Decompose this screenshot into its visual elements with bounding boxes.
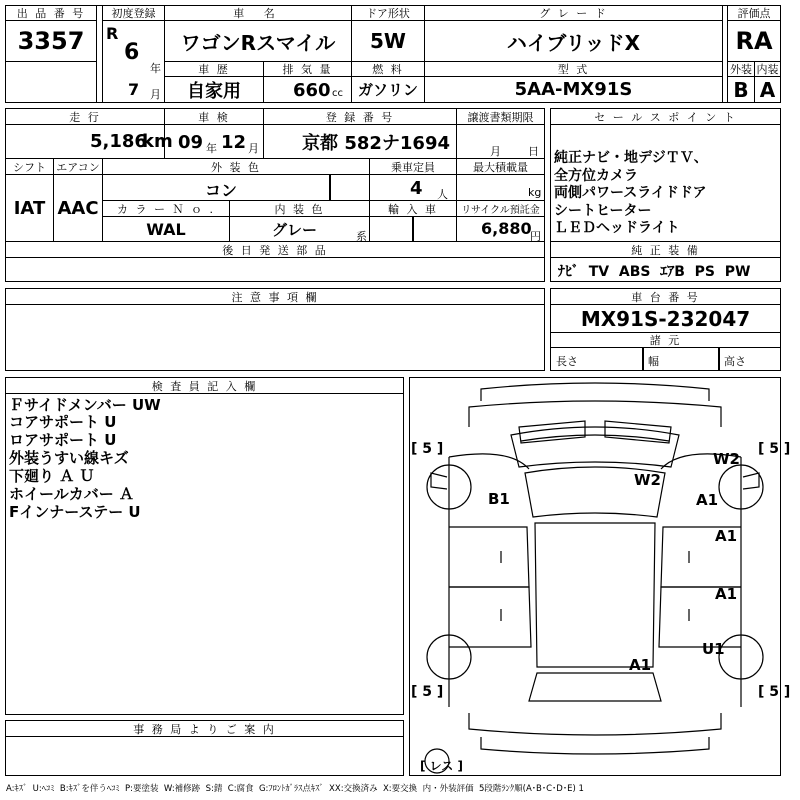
specs-divider-2 [718,347,720,371]
sales-line: 純正ナビ・地デジＴＶ、 [554,150,708,166]
equipment-label: 純 正 装 備 [550,241,781,258]
sales-line: 全方位カメラ [554,168,638,184]
reg-year-unit: 年 [150,62,161,75]
ac: AAC [53,174,103,242]
exterior-grade: B [727,76,755,103]
sales-line: 両側パワースライドドア [554,185,707,201]
lot-number-label: 出 品 番 号 [5,5,97,21]
load-label: 最大積載量 [456,158,545,175]
height-label: 高さ [724,355,746,368]
score: RA [727,20,781,62]
fuel: ガソリン [351,76,425,103]
inspector-line: 下廻り Ａ Ｕ [9,467,95,485]
displacement: 660 [293,80,331,101]
width-label: 幅 [648,355,659,368]
interior-grade: A [754,76,781,103]
fuel-label: 燃 料 [351,61,425,77]
reg-year: 6 [124,40,140,65]
recycle-label: リサイクル預託金 [456,200,545,217]
ac-label: エアコン [53,158,103,175]
era: R [106,24,119,43]
damage-mark: A1 [629,656,652,674]
chassis-number: MX91S-232047 [550,304,781,333]
later-parts-label: 後 日 発 送 部 品 [5,241,545,258]
lot-number: 3357 [5,20,97,62]
color-no: WAL [102,216,230,242]
inspection-label: 車 検 [164,108,264,125]
model-label: 型 式 [424,61,723,77]
mileage-unit: km [142,131,173,152]
grade-label: グ レ ー ド [424,5,723,21]
tire-front-left: [ 5 ] [411,441,444,457]
int-color-unit: 系 [356,230,367,243]
tire-rear-left: [ 5 ] [411,684,444,700]
notes-label: 注 意 事 項 欄 [5,288,545,305]
int-color-label: 内 装 色 [229,200,370,217]
later-parts-box [5,257,545,282]
chassis-label: 車 台 番 号 [550,288,781,305]
damage-mark: A1 [715,585,738,603]
recycle-unit: 円 [530,230,541,243]
transfer-label: 譲渡書類期限 [456,108,545,125]
office-box [5,736,404,776]
door-type: 5W [351,20,425,62]
lot-number-blank [5,61,97,103]
tire-front-right: [ 5 ] [758,441,791,457]
damage-mark: A1 [715,527,738,545]
shift-label: シフト [5,158,54,175]
inspection-year: 09 [178,132,204,153]
specs-box [550,347,781,371]
office-label: 事 務 局 よ り ご 案 内 [5,720,404,737]
inspector-line: 外装うすい線キズ [9,449,129,467]
grade: ハイブリッドX [424,20,723,62]
car-name: ワゴンRスマイル [164,20,352,62]
sales-label: セ ー ル ス ポ イ ン ト [550,108,781,125]
color-no-label: カ ラ ー Ｎ ｏ . [102,200,230,217]
first-reg-label: 初度登録 [102,5,165,21]
reg-month: 7 [128,80,140,99]
exterior-label: 外装 [727,61,755,77]
sales-line: ＬＥＤヘッドライト [554,220,680,236]
car-name-label: 車 名 [164,5,352,21]
notes-box [5,304,545,371]
specs-divider-1 [642,347,644,371]
interior-label: 内装 [754,61,781,77]
import-label: 輸 入 車 [369,200,457,217]
history-label: 車 歴 [164,61,264,77]
damage-mark: W2 [634,471,661,489]
mileage: 5,186 [90,131,147,152]
damage-mark: A1 [696,491,719,509]
inspector-line: ロアサポート U [9,431,117,449]
displacement-unit: cc [332,88,343,99]
score-label: 評価点 [727,5,781,21]
import-divider [412,216,414,242]
color-divider [329,174,331,201]
damage-mark: W2 [713,450,740,468]
transfer-month-unit: 月 [490,145,501,158]
legend: A:ｷｽﾞ U:ﾍｺﾐ B:ｷｽﾞを伴うﾍｺﾐ P:要塗装 W:補修跡 S:錆 C:腐食 G:ﾌﾛﾝﾄｶﾞﾗｽ点ｷｽﾞ XX:交換済み X:要交換 内・外装評価 5段階ﾗﾝｸ順(A･B･C･D･E) 1 [6,784,584,794]
shift: IAT [5,174,54,242]
capacity-unit: 人 [437,188,448,201]
sales-line: シートヒーター [554,203,652,219]
damage-mark: U1 [702,640,725,658]
displacement-label: 排 気 量 [263,61,352,77]
recycle: 6,880 [481,219,532,238]
inspector-line: Ｆサイドメンバー UW [9,396,161,414]
capacity-label: 乗車定員 [369,158,457,175]
inspection-month-unit: 月 [248,142,259,155]
spare-tire-label: [ レス ] [420,759,463,773]
inspector-line: Fインナーステー U [9,503,141,521]
door-label: ドア形状 [351,5,425,21]
load-unit: kg [528,186,542,199]
specs-label: 諸 元 [550,332,781,348]
body-color: コン [205,181,238,200]
mileage-label: 走 行 [5,108,165,125]
equipment: ﾅﾋﾞ TV ABS ｴｱB PS PW [558,264,751,280]
history: 自家用 [164,76,264,103]
int-color: グレー [272,221,318,239]
car-diagram [409,377,781,776]
damage-mark: B1 [488,490,510,508]
transfer-day-unit: 日 [528,145,539,158]
inspector-line: コアサポート U [9,413,117,431]
color-label: 外 装 色 [102,158,370,175]
model: 5AA-MX91S [424,76,723,103]
reg-number-label: 登 録 番 号 [263,108,457,125]
inspector-label: 検 査 員 記 入 欄 [5,377,404,394]
inspector-line: ホイールカバー Ａ [9,485,134,503]
capacity: 4 [410,178,423,199]
reg-number: 京都 582ナ1694 [263,124,457,159]
inspection-month: 12 [221,132,247,153]
length-label: 長さ [556,355,578,368]
reg-month-unit: 月 [150,88,161,101]
tire-rear-right: [ 5 ] [758,684,791,700]
inspection-year-unit: 年 [206,142,217,155]
